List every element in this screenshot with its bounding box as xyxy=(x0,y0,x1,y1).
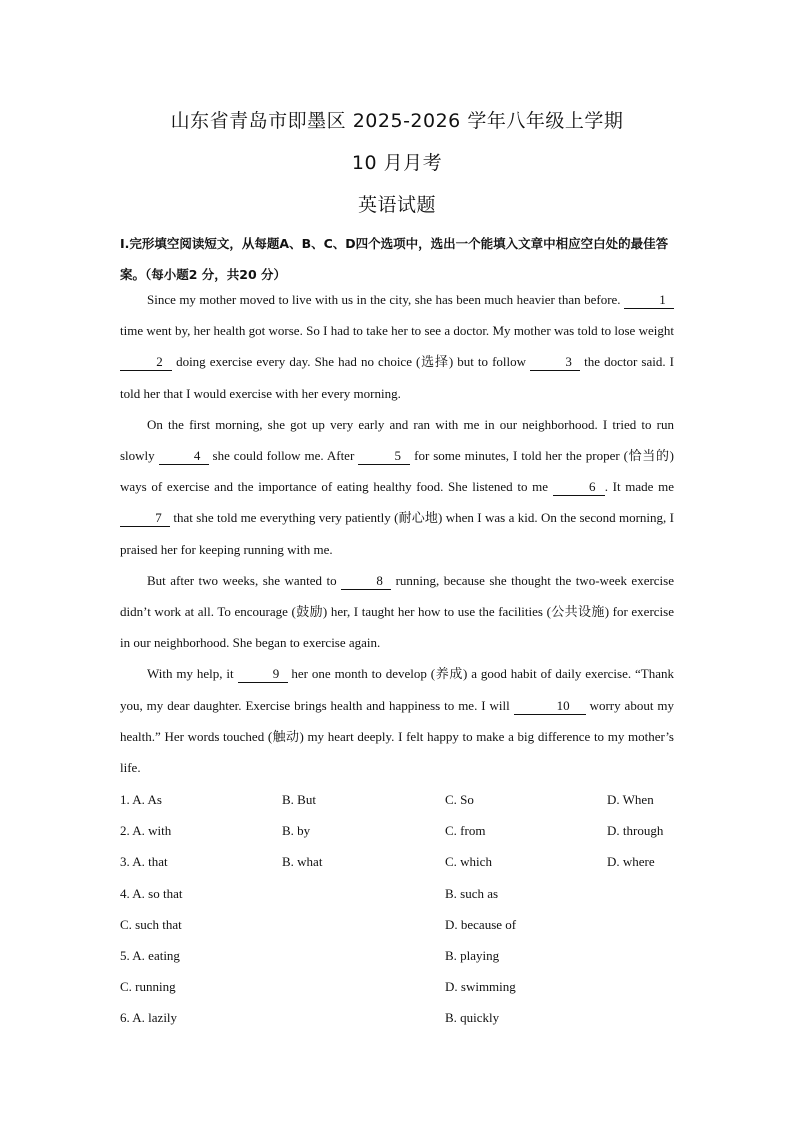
passage-text: With my help, it xyxy=(147,666,238,682)
passage-text: worry about my health.” Her words touched (触动) my heart deeply. I felt happy to make a big difference to my mother’s life. xyxy=(120,697,674,776)
option-4a: 4. A. so that xyxy=(120,885,183,901)
option-row-2 xyxy=(120,815,680,846)
cloze-passage xyxy=(120,284,674,783)
option-2d: D. through xyxy=(607,823,664,839)
option-1d: D. When xyxy=(607,792,654,807)
passage-text: Since my mother moved to live with us in the city, she has been much heavier than before. xyxy=(147,292,624,307)
section-instruction: Ⅰ.完形填空阅读短文，从每题A、B、C、D四个选项中，选出一个能填入文章中相应空白处的最佳答案。（每小题2 分，共20 分） xyxy=(120,236,669,282)
blank-8: 8 xyxy=(341,574,391,590)
passage-text: she could follow me. After xyxy=(208,448,359,464)
option-1b: B. But xyxy=(282,792,316,807)
option-5a: 5. A. eating xyxy=(120,947,180,963)
option-row-1 xyxy=(120,784,680,815)
passage-text: On the first morning, she got up very early and ran with me in our neighborhood. I tried to run slowly xyxy=(120,416,674,464)
option-2c: C. from xyxy=(445,823,486,839)
passage-text: . It made me xyxy=(604,479,674,495)
blank-10: 10 xyxy=(514,699,586,715)
passage-text: that she told me everything very patiently (耐心地) when I was a kid. On the second morning, I praised her for keeping running with me. xyxy=(120,510,674,557)
option-5c: C. running xyxy=(120,979,176,995)
option-1c: C. So xyxy=(445,792,474,807)
paragraph-4 xyxy=(120,658,674,783)
blank-2: 2 xyxy=(120,355,172,371)
passage-text: for some minutes, I told her the proper (恰当的) ways of exercise and the importance of eating healthy food. She listened to me xyxy=(120,448,674,495)
option-5d: D. swimming xyxy=(445,979,516,995)
option-row-5a xyxy=(120,940,680,971)
passage-text: But after two weeks, she wanted to xyxy=(147,572,342,588)
option-row-4a xyxy=(120,878,680,909)
blank-9: 9 xyxy=(238,667,288,683)
option-2a: 2. A. with xyxy=(120,823,172,839)
passage-text: the doctor said. I told her that I would exercise with her every morning. xyxy=(120,354,674,401)
option-3d: D. where xyxy=(607,854,655,870)
option-row-5b xyxy=(120,971,680,1002)
blank-6: 6 xyxy=(553,480,605,496)
option-6a: 6. A. lazily xyxy=(120,1010,178,1026)
option-3b: B. what xyxy=(282,854,323,870)
option-row-6a xyxy=(120,1002,680,1033)
option-4c: C. such that xyxy=(120,916,182,932)
option-2b: B. by xyxy=(282,823,311,839)
passage-text: doing exercise every day. She had no choice (选择) but to follow xyxy=(172,354,531,370)
option-4d: D. because of xyxy=(445,916,517,932)
option-3a: 3. A. that xyxy=(120,854,168,870)
answer-options xyxy=(120,784,680,1034)
option-5b: B. playing xyxy=(445,947,500,963)
blank-5: 5 xyxy=(358,449,410,465)
blank-7: 7 xyxy=(120,511,170,527)
option-row-3 xyxy=(120,846,680,877)
paragraph-1 xyxy=(120,284,674,409)
blank-1: 1 xyxy=(624,293,674,309)
paragraph-2 xyxy=(120,409,674,565)
exam-subtitle: 10 月月考 xyxy=(351,152,443,174)
blank-4: 4 xyxy=(159,449,209,465)
option-4b: B. such as xyxy=(445,885,499,901)
option-row-4b xyxy=(120,909,680,940)
paragraph-3 xyxy=(120,565,674,659)
exam-title: 山东省青岛市即墨区 2025-2026 学年八年级上学期 xyxy=(170,110,624,132)
passage-text: running, because she thought the two-week exercise didn’t work at all. To encourage (鼓励) her, I taught her how to use the facilities (公共设施) for exercise in our neighborhood. She began to exercise again. xyxy=(120,572,675,651)
option-6b: B. quickly xyxy=(445,1010,500,1026)
passage-text: her one month to develop (养成) a good habit of daily exercise. “Thank you, my dear daughter. Exercise brings health and happiness to me. I will xyxy=(120,666,674,713)
option-1a: 1. A. As xyxy=(120,792,162,807)
exam-subject: 英语试题 xyxy=(357,194,436,216)
passage-text: time went by, her health got worse. So I had to take her to see a doctor. My mother was told to lose weight xyxy=(120,323,674,339)
blank-3: 3 xyxy=(530,355,580,371)
option-3c: C. which xyxy=(445,854,492,870)
